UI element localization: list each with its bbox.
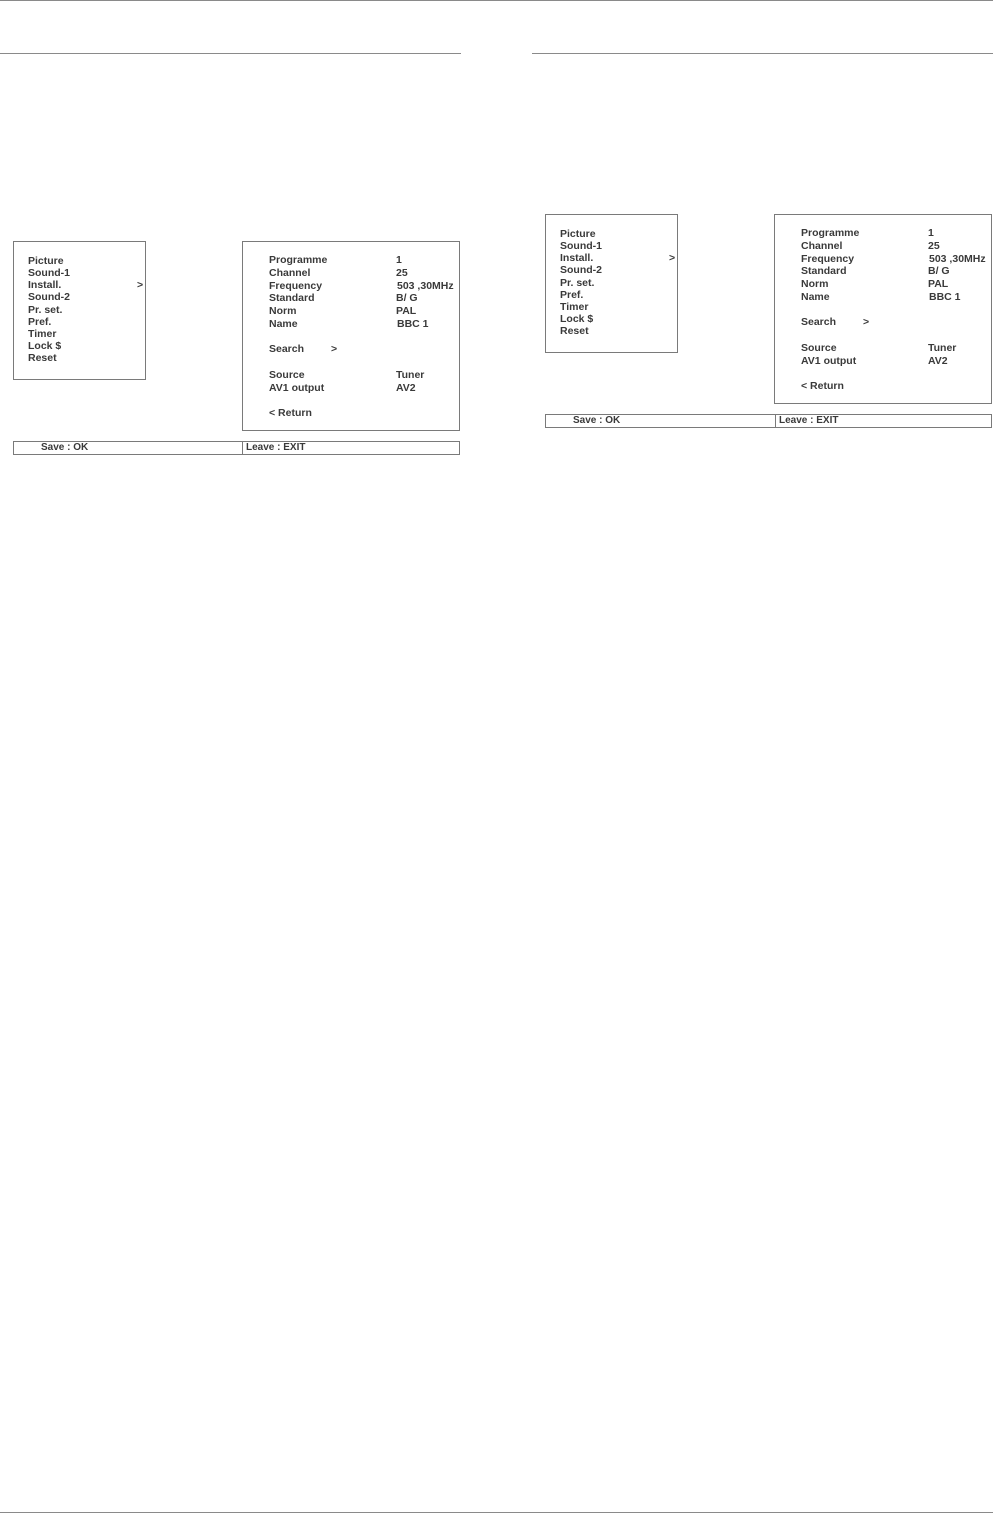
leave-exit-hint[interactable]: Leave : EXIT (779, 415, 839, 426)
left-column-rule (0, 53, 461, 54)
footer-bar (13, 441, 460, 455)
install-arrow-icon: > (669, 252, 676, 264)
av1-output-value[interactable]: AV2 (396, 382, 416, 394)
search-arrow-icon: > (863, 316, 870, 328)
search-arrow-icon: > (331, 343, 338, 355)
frequency-label: Frequency (801, 253, 855, 265)
menu-item-lock[interactable]: Lock $ (560, 313, 594, 325)
main-menu-box (545, 214, 678, 353)
return-button[interactable]: < Return (269, 407, 312, 419)
av1-output-label: AV1 output (801, 355, 857, 367)
source-label: Source (801, 342, 837, 354)
menu-item-sound-2[interactable]: Sound-2 (28, 291, 70, 303)
top-rule (0, 0, 993, 1)
source-value[interactable]: Tuner (928, 342, 957, 354)
install-arrow-icon: > (137, 279, 144, 291)
channel-label: Channel (269, 267, 311, 279)
right-column-rule (532, 53, 993, 54)
frequency-value[interactable]: 503 ,30MHz (929, 253, 986, 265)
menu-item-timer[interactable]: Timer (560, 301, 589, 313)
search-label[interactable]: Search (269, 343, 305, 355)
name-label: Name (801, 291, 830, 303)
menu-item-lock[interactable]: Lock $ (28, 340, 62, 352)
norm-value[interactable]: PAL (396, 305, 417, 317)
programme-label: Programme (269, 254, 328, 266)
menu-item-pref[interactable]: Pref. (560, 289, 584, 301)
menu-item-reset[interactable]: Reset (28, 352, 57, 364)
main-menu-box (13, 241, 146, 380)
menu-item-pr-set[interactable]: Pr. set. (28, 304, 63, 316)
standard-value[interactable]: B/ G (928, 265, 950, 277)
menu-item-sound-1[interactable]: Sound-1 (28, 267, 70, 279)
menu-item-install[interactable]: Install. (28, 279, 62, 291)
menu-item-sound-2[interactable]: Sound-2 (560, 264, 602, 276)
menu-item-timer[interactable]: Timer (28, 328, 57, 340)
channel-value[interactable]: 25 (928, 240, 940, 252)
channel-label: Channel (801, 240, 843, 252)
av1-output-label: AV1 output (269, 382, 325, 394)
footer-bar (545, 414, 992, 428)
programme-value[interactable]: 1 (396, 254, 402, 266)
menu-item-reset[interactable]: Reset (560, 325, 589, 337)
name-value[interactable]: BBC 1 (929, 291, 961, 303)
menu-item-pr-set[interactable]: Pr. set. (560, 277, 595, 289)
standard-label: Standard (269, 292, 315, 304)
av1-output-value[interactable]: AV2 (928, 355, 948, 367)
norm-value[interactable]: PAL (928, 278, 949, 290)
frequency-value[interactable]: 503 ,30MHz (397, 280, 454, 292)
install-details-box (774, 214, 992, 404)
source-value[interactable]: Tuner (396, 369, 425, 381)
menu-item-pref[interactable]: Pref. (28, 316, 52, 328)
source-label: Source (269, 369, 305, 381)
name-label: Name (269, 318, 298, 330)
install-details-box (242, 241, 460, 431)
menu-item-picture[interactable]: Picture (28, 255, 64, 267)
standard-label: Standard (801, 265, 847, 277)
programme-value[interactable]: 1 (928, 227, 934, 239)
leave-exit-hint[interactable]: Leave : EXIT (246, 442, 306, 453)
norm-label: Norm (801, 278, 829, 290)
standard-value[interactable]: B/ G (396, 292, 418, 304)
name-value[interactable]: BBC 1 (397, 318, 429, 330)
return-button[interactable]: < Return (801, 380, 844, 392)
search-label[interactable]: Search (801, 316, 837, 328)
frequency-label: Frequency (269, 280, 323, 292)
save-ok-hint[interactable]: Save : OK (546, 415, 776, 427)
save-ok-hint[interactable]: Save : OK (14, 442, 243, 454)
menu-item-picture[interactable]: Picture (560, 228, 596, 240)
menu-item-install[interactable]: Install. (560, 252, 594, 264)
programme-label: Programme (801, 227, 860, 239)
menu-item-sound-1[interactable]: Sound-1 (560, 240, 602, 252)
channel-value[interactable]: 25 (396, 267, 408, 279)
bottom-rule (0, 1512, 993, 1513)
norm-label: Norm (269, 305, 297, 317)
